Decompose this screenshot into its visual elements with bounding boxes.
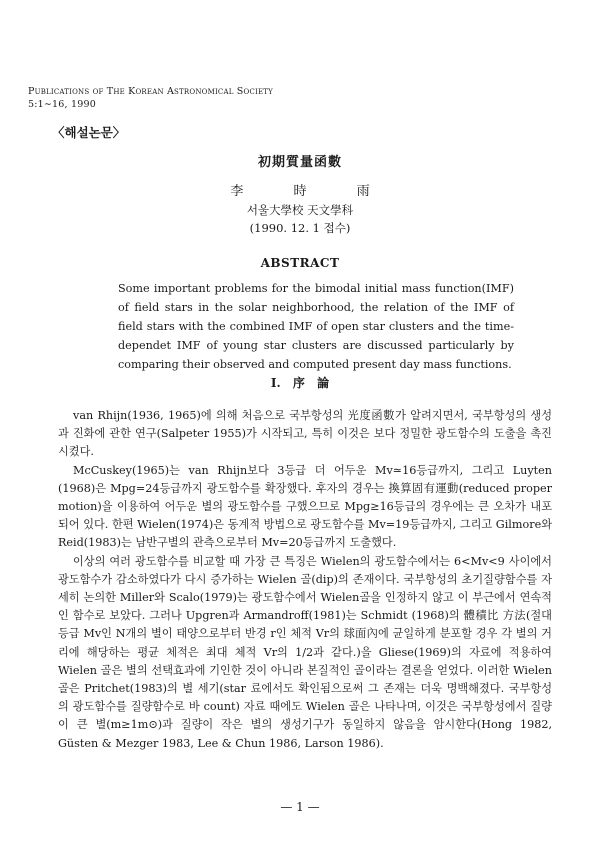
abstract-text: Some important problems for the bimodal initial mass function(IMF) of field stars in the solar neighborhood, the relation of the IMF of field stars with the combined IMF of open star clusters and the time-dependet IMF of young star clusters are discussed particularly by comparing their observed and computed present day mass functions.	[118, 282, 514, 371]
page-number: — 1 —	[280, 800, 320, 814]
article-type-tag: 〈해설논문〉	[52, 125, 126, 140]
received-date: (1990. 12. 1 접수)	[249, 221, 351, 235]
author-affiliation: 서울大學校 天文學科	[246, 203, 354, 217]
paragraph: McCuskey(1965)는 van Rhijn보다 3등급 더 어두운 Mv≃16등급까지, 그리고 Luyten (1968)은 Mpg=24등급까지 광도함수를 확장했다. 후자의 경우는 換算固有運動(reduced proper motion)을 이용하여 어두운 별의 광도함수를 구했으므로 Mpg≥16등급의 경우에는 큰 오차가 내포되어 있다. 한편 Wielen(1974)은 동계적 방법으로 광도함수를 Mv=19등급까지, 그리고 Gilmore와 Reid(1983)는 남반구별의 관측으로부터 Mv=20등급까지 도출했다.	[58, 463, 552, 550]
paragraph: 이상의 여러 광도함수를 비교할 때 가장 큰 특징은 Wielen의 광도함수에서는 6<Mv<9 사이에서 광도함수가 감소하였다가 다시 증가하는 Wielen 골(dip)의 존재이다. 국부항성의 초기질량함수를 자세히 논의한 Miller와 Scalo(1979)는 광도함수에서 Wielen골을 인정하지 않고 이 부근에서 연속적인 함수로 보았다. 그러나 Upgren과 Armandroff(1981)는 Schmidt (1968)의 體積比 方法(절대등급 Mv인 N개의 별이 태양으로부터 반경 r인 체적 Vr의 球面內에 균일하게 분포할 경우 각 별의 거리에 해당하는 평균 체적은 최대 체적 Vr의 1/2과 같다.)을 Gliese(1969)의 자료에 적용하여 Wielen 골은 별의 선택효과에 기인한 것이 아니라 본질적인 골이라는 결론을 얻었다. 이러한 Wielen 골은 Pritchet(1983)의 별 세기(star 료에서도 확인됨으로써 그 존재는 더욱 명백해졌다. 국부항성의 광도함수를 질량함수로 바 count) 자료 때에도 Wielen 골은 나타나며, 이것은 국부항성에서 질량이 큰 별(m≥1m⊙)과 질량이 작은 별의 생성기구가 동일하지 않음을 암시한다(Hong 1982, Güsten & Mezger 1983, Lee & Chun 1986, Larson 1986).	[58, 554, 552, 750]
paper-title: 初期質量函數	[257, 155, 342, 170]
author-name: 李 時 雨	[230, 184, 370, 199]
journal-name: Publications of The Korean Astronomical Society	[28, 86, 273, 97]
body-text	[58, 407, 552, 753]
paragraph: van Rhijn(1936, 1965)에 의해 처음으로 국부항성의 光度函數가 알려지면서, 국부항성의 생성과 진화에 관한 연구(Salpeter 1955)가 시작되고, 특히 이것은 보다 정밀한 광도함수의 도출을 촉진시켰다.	[58, 409, 552, 459]
journal-header	[28, 85, 273, 111]
abstract-heading: ABSTRACT	[260, 256, 340, 270]
journal-volume: 5:1∼16, 1990	[28, 99, 96, 110]
section-heading: I. 序 論	[270, 376, 330, 390]
